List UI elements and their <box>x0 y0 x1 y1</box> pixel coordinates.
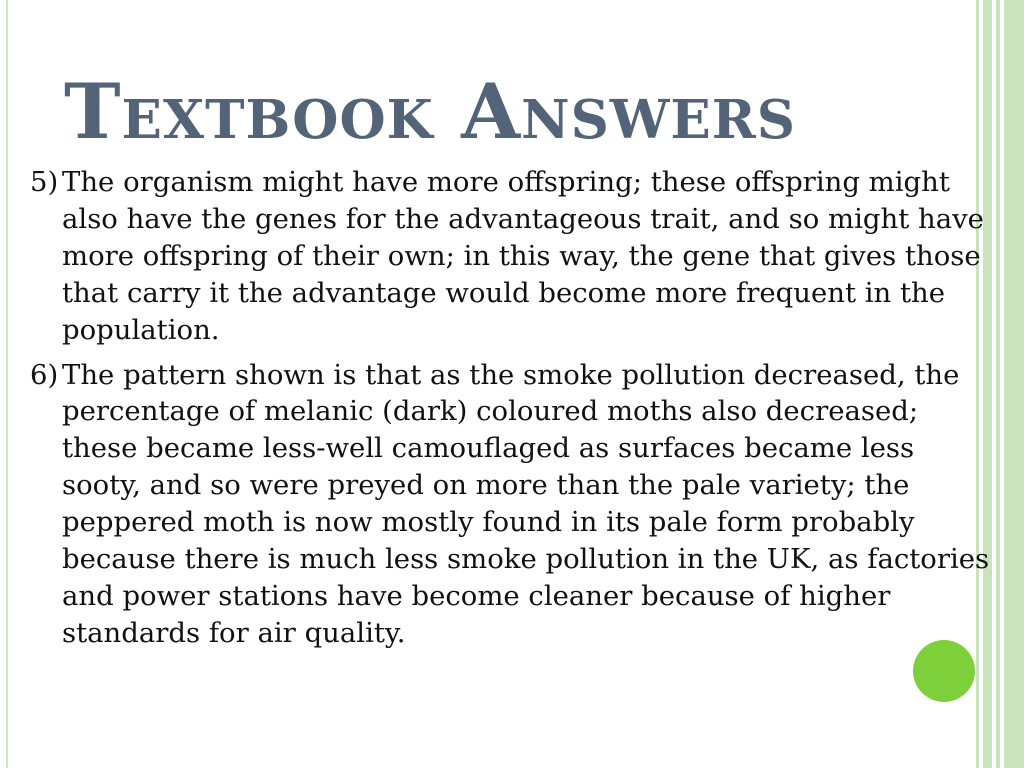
stripe <box>996 0 1000 768</box>
left-border-line <box>6 0 8 768</box>
answer-item-5 <box>30 164 990 349</box>
slide-title: Textbook Answers <box>64 67 797 156</box>
decorative-circle <box>913 640 975 702</box>
answer-text: The organism might have more offspring; these offspring might also have the genes for the advantageous trait, and so might have more offspring of their own; in this way, the gene that gives those that carry it the advantage would become more frequent in the population. <box>62 166 984 346</box>
stripe <box>1004 0 1024 768</box>
answer-text: The pattern shown is that as the smoke pollution decreased, the percentage of melanic (dark) coloured moths also decreased; these became less-well camouflaged as surfaces became less sooty, and so were preyed on more than the pale variety; the peppered moth is now mostly found in its pale form probably because there is much less smoke pollution in the UK, as factories and power stations have become cleaner because of higher standards for air quality. <box>62 358 990 649</box>
answers-list <box>30 164 990 660</box>
answer-number: 6) <box>30 358 59 391</box>
answer-item-6 <box>30 357 990 652</box>
answer-number: 5) <box>30 166 59 198</box>
